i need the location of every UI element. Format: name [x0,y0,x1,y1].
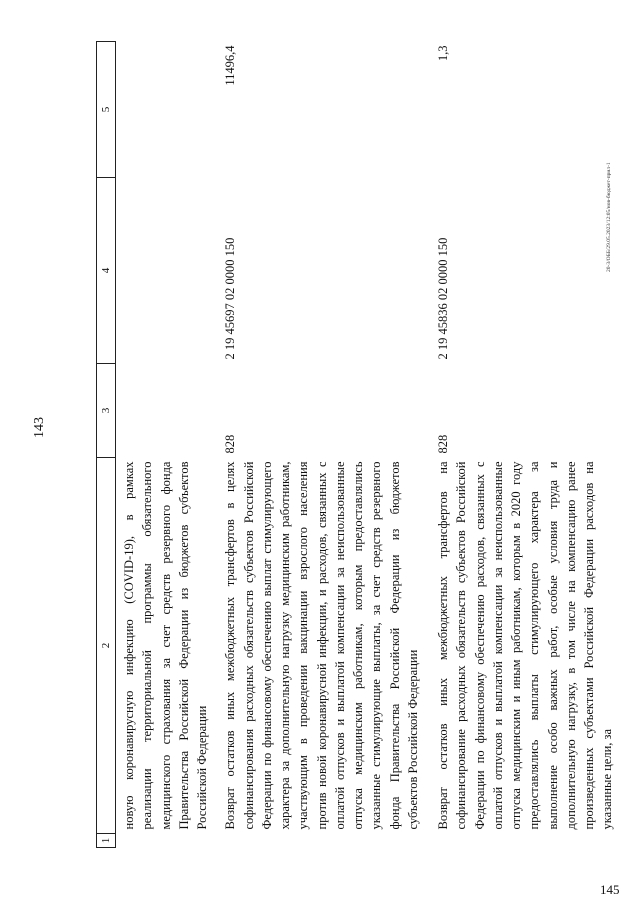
row-3-admin-code: 828 [436,434,451,454]
header-col-5: 5 [97,42,116,178]
row-3-amount: 1,3 [436,45,451,62]
row-1-amount [116,42,222,178]
table-row [221,42,434,848]
header-col-1: 1 [97,834,116,848]
table-row [434,42,617,848]
row-1-description: новую коронавирусную инфекцию (COVID-19), в рамках реализации территориальной программы обязательного медицинского страхования за счет средств резервного фонда Правительства Российской Федерации из бюджетов субъектов Российской Федерации [122,461,210,830]
row-1-col-1 [116,834,222,848]
table-row [116,42,222,848]
row-2-budget-code: 2 19 45697 02 0000 150 [223,237,238,360]
row-2-amount: 11496,4 [223,45,238,86]
page-number-bottom: 145 [600,882,620,897]
side-document-code: 20-3/ОББ/29.05.2023/12:05/нов-бюджет-прил-1 [606,162,612,272]
row-2-col-1 [221,834,434,848]
row-1-budget-code [116,178,222,364]
row-2-admin-code: 828 [223,434,238,454]
table-header-row [97,42,116,848]
row-3-budget-code: 2 19 45836 02 0000 150 [436,237,451,360]
budget-table [96,41,617,848]
row-3-description: Возврат остатков иных межбюджетных трансфертов на софинансирование расходных обязательств субъектов Российской Федерации по финансовому обеспечению расходов, связанных с оплатой отпусков и выплатой компенсации за неиспользованные отпуска медицинским и иным работникам, которым в 2020 году предоставлялись выплаты стимулирующего характера за выполнение особо важных работ, особые условия труда и дополнительную нагрузку, в том числе на компенсацию ранее произведенных субъектами Российской Федерации расходов на указанные цели, за [436,461,615,830]
header-col-2: 2 [97,458,116,834]
header-col-3: 3 [97,364,116,458]
page-number-top: 143 [32,417,47,438]
row-1-admin-code [116,364,222,458]
row-2-description: Возврат остатков иных межбюджетных трансфертов в целях софинансирования расходных обязательств субъектов Российской Федерации по финансовому обеспечению выплат стимулирующего характера за дополнительную нагрузку медицинским работникам, участвующим в проведении вакцинации взрослого населения против новой коронавирусной инфекции, и расходов, связанных с оплатой отпусков и выплатой компенсации за неиспользованные отпуска медицинским работникам, которым предоставлялись указанные стимулирующие выплаты, за счет средств резервного фонда Правительства Российской Федерации из бюджетов субъектов Российской Федерации [223,461,420,830]
header-col-4: 4 [97,178,116,364]
row-3-col-1 [434,834,617,848]
